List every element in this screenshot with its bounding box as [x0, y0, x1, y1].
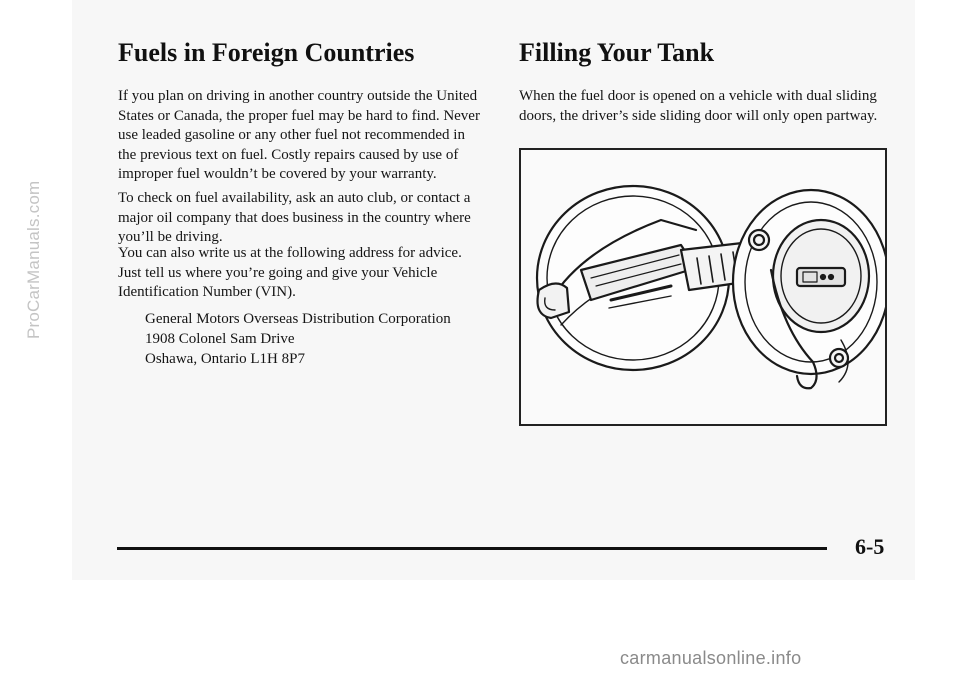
page-number: 6-5 [855, 534, 885, 559]
fuel-door-figure [519, 148, 887, 426]
section-heading-fuels-foreign: Fuels in Foreign Countries [118, 38, 415, 67]
paragraph-write-us: You can also write us at the following address for advice. Just tell us where you’re going and give your Vehicle Identification Number (VIN). [118, 245, 462, 300]
address-line: 1908 Colonel Sam Drive [145, 331, 295, 347]
address-line: General Motors Overseas Distribution Corporation [145, 311, 451, 327]
paragraph-fuel-door: When the fuel door is opened on a vehicle with dual sliding doors, the driver’s side sliding door will only open partway. [519, 88, 878, 124]
address-line: Oshawa, Ontario L1H 8P7 [145, 351, 305, 367]
footer-rule [117, 547, 827, 550]
section-heading-filling-tank: Filling Your Tank [519, 38, 715, 67]
watermark: ProCarManuals.com [24, 180, 43, 340]
paragraph-fuel-availability: To check on fuel availability, ask an auto club, or contact a major oil company that does business in the country where you’ll be driving. [118, 190, 471, 245]
fuel-door-illustration-icon [521, 150, 885, 424]
mailing-address [145, 309, 485, 369]
site-watermark: carmanualsonline.info [620, 648, 802, 668]
paragraph-fuel-warning: If you plan on driving in another country outside the United States or Canada, the proper fuel may be hard to find. Never use leaded gasoline or any other fuel not recommended in the previous text on fuel. Costly repairs caused by use of improper fuel wouldn’t be covered by your warranty. [118, 88, 480, 182]
